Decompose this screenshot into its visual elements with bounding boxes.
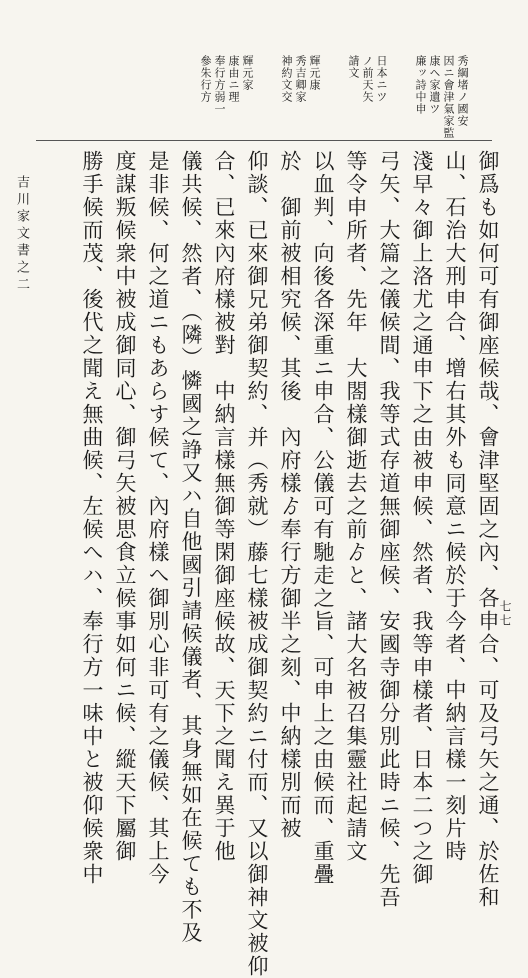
note-group-right <box>414 55 469 139</box>
text-line: 勝手候而茂、後代之聞え無曲候、左候へハ、奉行方一味中と被仰候衆中 <box>80 150 104 886</box>
text-line: 是非候、何之道ニもあらす候て、內府樣へ御別心非可有之儀候、其上今 <box>146 150 170 886</box>
note-column: 日本ニツ <box>375 55 388 103</box>
running-head: 吉川家文書之二 <box>14 175 29 294</box>
note-column: 神約文交 <box>280 55 293 103</box>
document-body <box>48 150 500 978</box>
note-column: 秀綱堵ノ國安 <box>456 55 469 127</box>
note-column: 輝元康 <box>308 55 321 91</box>
page-number: 七七 <box>498 600 512 628</box>
text-line: 山、石治大刑申合、增右其外も同意ニ候於于今者、中納言樣一刻片時 <box>443 150 467 863</box>
text-line: 仰談、已來御兄弟御契約、并（秀就）藤七樣被成御契約ニ付而、又以御神文被仰 <box>245 150 269 978</box>
note-column: 參朱行方 <box>199 55 212 103</box>
text-line: 於 御前被相究候、其後 內府樣ゟ奉行方御半之刻、中納樣別而被 <box>278 150 302 840</box>
header-divider <box>36 140 492 141</box>
text-line: 合、已來內府樣被對 中納言樣無御等閑御座候故、天下之聞え異于他 <box>212 150 236 863</box>
note-column: 康ヘ家遺ツ <box>428 55 441 115</box>
note-column: ノ前天矢 <box>361 55 374 103</box>
note-group-center-left <box>281 55 320 130</box>
note-column: 康由ニ理 <box>227 55 240 103</box>
text-line: 度謀叛候衆中被成御同心、御弓矢被思食立候事如何ニ候、縱天下屬御 <box>113 150 137 863</box>
text-line: 御爲も如何可有御座候哉、會津堅固之內、各申合、可及弓矢之通、於佐和 <box>476 150 500 909</box>
text-line: 儀共候、然者、（隣）憐國之諍又ハ自他國引請候儀者、其身無如在候ても不及 <box>179 150 203 945</box>
note-column: 廉ッ詩中申 <box>414 55 427 115</box>
header-notes <box>48 55 469 139</box>
note-column: 秀吉卿家 <box>294 55 307 103</box>
text-line: 以血判、向後各深重ニ申合、公儀可有馳走之旨、可申上之由候而、重疊 <box>311 150 335 886</box>
note-column: 輝元家 <box>241 55 254 91</box>
text-line: 等令申所者、先年 大閤樣御逝去之前ゟと、諸大名被召集靈社起請文 <box>344 150 368 863</box>
note-column: 因ニ會津氣家監 <box>442 55 455 139</box>
note-column: 奉行方弱一 <box>213 55 226 115</box>
note-column: 請文 <box>347 55 360 79</box>
note-group-left <box>200 55 253 130</box>
note-group-center-right <box>348 55 387 130</box>
text-line: 淺早々御上洛尤之通申下之由被申候、然者、我等申樣者、日本二つ之御 <box>410 150 434 886</box>
text-line: 弓矢、大篇之儀候間、我等式存道無御座候、安國寺御分別此時ニ候、先吾 <box>377 150 401 909</box>
